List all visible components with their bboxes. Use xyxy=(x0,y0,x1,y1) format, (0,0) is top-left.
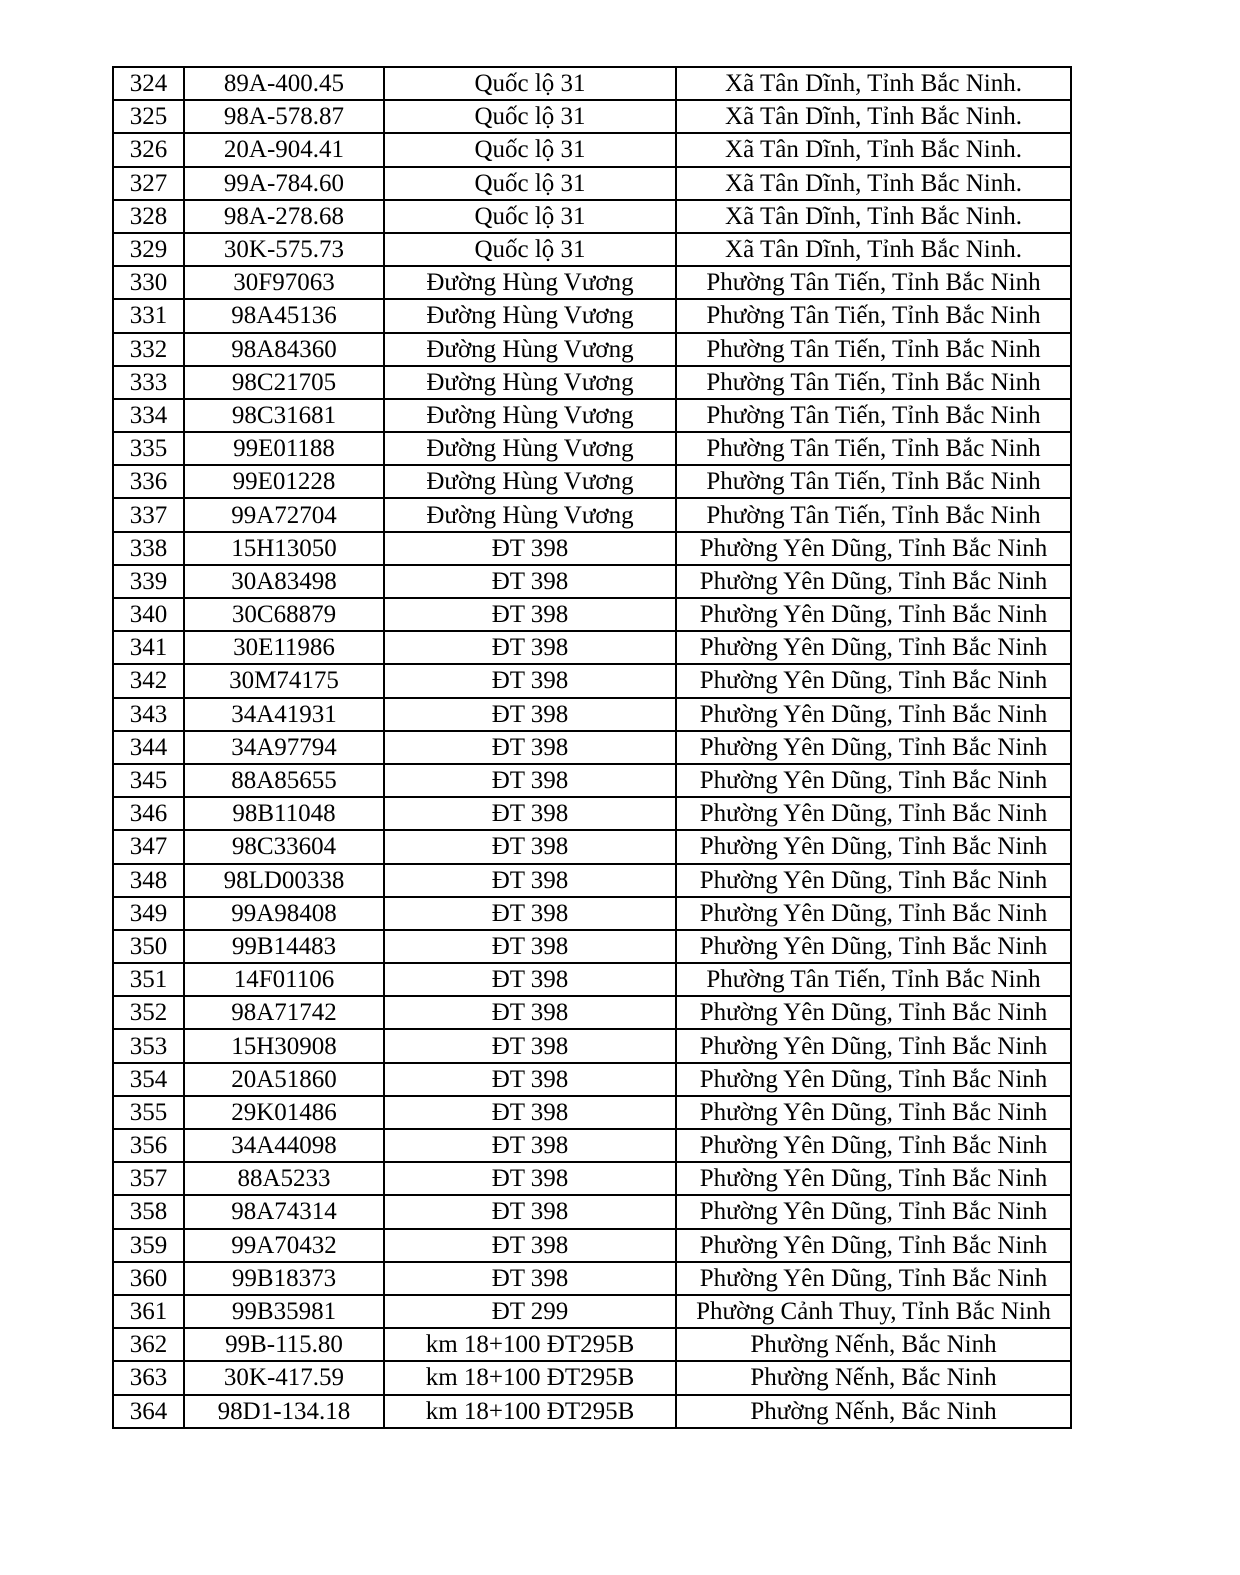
table-row xyxy=(113,200,1071,233)
road-cell: ĐT 398 xyxy=(384,1029,676,1062)
table-row xyxy=(113,565,1071,598)
row-number-cell: 347 xyxy=(113,830,184,863)
location-cell: Xã Tân Dĩnh, Tỉnh Bắc Ninh. xyxy=(676,133,1071,166)
road-cell: ĐT 398 xyxy=(384,1063,676,1096)
road-cell: Đường Hùng Vương xyxy=(384,399,676,432)
table-row xyxy=(113,1096,1071,1129)
row-number-cell: 359 xyxy=(113,1229,184,1262)
road-cell: Quốc lộ 31 xyxy=(384,167,676,200)
license-plate-cell: 15H30908 xyxy=(184,1029,384,1062)
row-number-cell: 337 xyxy=(113,498,184,531)
table-row xyxy=(113,1395,1071,1428)
location-cell: Phường Yên Dũng, Tỉnh Bắc Ninh xyxy=(676,897,1071,930)
license-plate-cell: 88A85655 xyxy=(184,764,384,797)
row-number-cell: 344 xyxy=(113,731,184,764)
road-cell: ĐT 398 xyxy=(384,963,676,996)
location-cell: Phường Nếnh, Bắc Ninh xyxy=(676,1395,1071,1428)
row-number-cell: 335 xyxy=(113,432,184,465)
road-cell: ĐT 398 xyxy=(384,996,676,1029)
road-cell: ĐT 398 xyxy=(384,1195,676,1228)
location-cell: Phường Yên Dũng, Tỉnh Bắc Ninh xyxy=(676,764,1071,797)
road-cell: Đường Hùng Vương xyxy=(384,333,676,366)
row-number-cell: 329 xyxy=(113,233,184,266)
table-row xyxy=(113,532,1071,565)
row-number-cell: 360 xyxy=(113,1262,184,1295)
row-number-cell: 326 xyxy=(113,133,184,166)
location-cell: Phường Tân Tiến, Tỉnh Bắc Ninh xyxy=(676,432,1071,465)
table-row xyxy=(113,1195,1071,1228)
location-cell: Phường Yên Dũng, Tỉnh Bắc Ninh xyxy=(676,731,1071,764)
table-row xyxy=(113,664,1071,697)
location-cell: Phường Tân Tiến, Tỉnh Bắc Ninh xyxy=(676,963,1071,996)
road-cell: Đường Hùng Vương xyxy=(384,498,676,531)
road-cell: km 18+100 ĐT295B xyxy=(384,1395,676,1428)
row-number-cell: 356 xyxy=(113,1129,184,1162)
table-row xyxy=(113,432,1071,465)
license-plate-cell: 30K-575.73 xyxy=(184,233,384,266)
license-plate-cell: 99A72704 xyxy=(184,498,384,531)
row-number-cell: 358 xyxy=(113,1195,184,1228)
table-row xyxy=(113,1129,1071,1162)
location-cell: Phường Tân Tiến, Tỉnh Bắc Ninh xyxy=(676,366,1071,399)
table-row xyxy=(113,830,1071,863)
road-cell: ĐT 398 xyxy=(384,532,676,565)
road-cell: Quốc lộ 31 xyxy=(384,200,676,233)
row-number-cell: 331 xyxy=(113,299,184,332)
location-cell: Phường Yên Dũng, Tỉnh Bắc Ninh xyxy=(676,797,1071,830)
location-cell: Phường Tân Tiến, Tỉnh Bắc Ninh xyxy=(676,465,1071,498)
row-number-cell: 327 xyxy=(113,167,184,200)
license-plate-cell: 30A83498 xyxy=(184,565,384,598)
table-body xyxy=(113,67,1071,1428)
table-row xyxy=(113,67,1071,100)
table-row xyxy=(113,498,1071,531)
license-plate-cell: 20A-904.41 xyxy=(184,133,384,166)
table-row xyxy=(113,864,1071,897)
road-cell: ĐT 398 xyxy=(384,1129,676,1162)
row-number-cell: 349 xyxy=(113,897,184,930)
table-row xyxy=(113,167,1071,200)
road-cell: ĐT 398 xyxy=(384,698,676,731)
license-plate-cell: 34A97794 xyxy=(184,731,384,764)
license-plate-cell: 30E11986 xyxy=(184,631,384,664)
table-row xyxy=(113,366,1071,399)
road-cell: Quốc lộ 31 xyxy=(384,100,676,133)
row-number-cell: 354 xyxy=(113,1063,184,1096)
license-plate-cell: 99A-784.60 xyxy=(184,167,384,200)
row-number-cell: 345 xyxy=(113,764,184,797)
location-cell: Phường Yên Dũng, Tỉnh Bắc Ninh xyxy=(676,1129,1071,1162)
road-cell: ĐT 398 xyxy=(384,598,676,631)
location-cell: Xã Tân Dĩnh, Tỉnh Bắc Ninh. xyxy=(676,167,1071,200)
location-cell: Xã Tân Dĩnh, Tỉnh Bắc Ninh. xyxy=(676,200,1071,233)
location-cell: Phường Yên Dũng, Tỉnh Bắc Ninh xyxy=(676,930,1071,963)
license-plate-cell: 98C33604 xyxy=(184,830,384,863)
table-row xyxy=(113,1162,1071,1195)
row-number-cell: 353 xyxy=(113,1029,184,1062)
table-row xyxy=(113,399,1071,432)
road-cell: Đường Hùng Vương xyxy=(384,266,676,299)
table-row xyxy=(113,1361,1071,1394)
row-number-cell: 350 xyxy=(113,930,184,963)
license-plate-cell: 30C68879 xyxy=(184,598,384,631)
row-number-cell: 348 xyxy=(113,864,184,897)
row-number-cell: 341 xyxy=(113,631,184,664)
table-row xyxy=(113,963,1071,996)
license-plate-cell: 99B-115.80 xyxy=(184,1328,384,1361)
license-plate-cell: 99E01188 xyxy=(184,432,384,465)
location-cell: Phường Tân Tiến, Tỉnh Bắc Ninh xyxy=(676,333,1071,366)
table-row xyxy=(113,100,1071,133)
road-cell: Quốc lộ 31 xyxy=(384,133,676,166)
row-number-cell: 332 xyxy=(113,333,184,366)
license-plate-cell: 34A44098 xyxy=(184,1129,384,1162)
table-row xyxy=(113,631,1071,664)
row-number-cell: 340 xyxy=(113,598,184,631)
license-plate-cell: 99A98408 xyxy=(184,897,384,930)
row-number-cell: 343 xyxy=(113,698,184,731)
road-cell: ĐT 398 xyxy=(384,565,676,598)
table-row xyxy=(113,1262,1071,1295)
location-cell: Phường Yên Dũng, Tỉnh Bắc Ninh xyxy=(676,1195,1071,1228)
road-cell: ĐT 398 xyxy=(384,897,676,930)
license-plate-cell: 98A-278.68 xyxy=(184,200,384,233)
location-cell: Phường Yên Dũng, Tỉnh Bắc Ninh xyxy=(676,1096,1071,1129)
row-number-cell: 362 xyxy=(113,1328,184,1361)
road-cell: ĐT 398 xyxy=(384,864,676,897)
location-cell: Phường Yên Dũng, Tỉnh Bắc Ninh xyxy=(676,1262,1071,1295)
row-number-cell: 334 xyxy=(113,399,184,432)
table-row xyxy=(113,598,1071,631)
row-number-cell: 330 xyxy=(113,266,184,299)
row-number-cell: 351 xyxy=(113,963,184,996)
road-cell: ĐT 398 xyxy=(384,764,676,797)
location-cell: Xã Tân Dĩnh, Tỉnh Bắc Ninh. xyxy=(676,100,1071,133)
row-number-cell: 325 xyxy=(113,100,184,133)
table-row xyxy=(113,465,1071,498)
table-row xyxy=(113,133,1071,166)
road-cell: Đường Hùng Vương xyxy=(384,299,676,332)
row-number-cell: 328 xyxy=(113,200,184,233)
license-plate-cell: 98A-578.87 xyxy=(184,100,384,133)
road-cell: ĐT 398 xyxy=(384,1162,676,1195)
license-plate-cell: 99B18373 xyxy=(184,1262,384,1295)
table-row xyxy=(113,698,1071,731)
row-number-cell: 346 xyxy=(113,797,184,830)
row-number-cell: 355 xyxy=(113,1096,184,1129)
road-cell: ĐT 398 xyxy=(384,930,676,963)
license-plate-cell: 30M74175 xyxy=(184,664,384,697)
location-cell: Phường Tân Tiến, Tỉnh Bắc Ninh xyxy=(676,399,1071,432)
road-cell: ĐT 398 xyxy=(384,1229,676,1262)
license-plate-cell: 88A5233 xyxy=(184,1162,384,1195)
location-cell: Phường Yên Dũng, Tỉnh Bắc Ninh xyxy=(676,598,1071,631)
row-number-cell: 333 xyxy=(113,366,184,399)
license-plate-cell: 98LD00338 xyxy=(184,864,384,897)
table-row xyxy=(113,1063,1071,1096)
road-cell: Đường Hùng Vương xyxy=(384,465,676,498)
table-row xyxy=(113,299,1071,332)
license-plate-cell: 99B35981 xyxy=(184,1295,384,1328)
row-number-cell: 342 xyxy=(113,664,184,697)
license-plate-cell: 89A-400.45 xyxy=(184,67,384,100)
road-cell: ĐT 398 xyxy=(384,1096,676,1129)
license-plate-cell: 20A51860 xyxy=(184,1063,384,1096)
license-plate-cell: 14F01106 xyxy=(184,963,384,996)
road-cell: ĐT 398 xyxy=(384,731,676,764)
license-plate-cell: 99B14483 xyxy=(184,930,384,963)
table-row xyxy=(113,764,1071,797)
location-cell: Xã Tân Dĩnh, Tỉnh Bắc Ninh. xyxy=(676,67,1071,100)
row-number-cell: 363 xyxy=(113,1361,184,1394)
license-plate-cell: 98D1-134.18 xyxy=(184,1395,384,1428)
table-row xyxy=(113,731,1071,764)
location-cell: Phường Tân Tiến, Tỉnh Bắc Ninh xyxy=(676,498,1071,531)
license-plate-cell: 15H13050 xyxy=(184,532,384,565)
table-row xyxy=(113,930,1071,963)
license-plate-cell: 98A84360 xyxy=(184,333,384,366)
location-cell: Phường Cảnh Thuy, Tỉnh Bắc Ninh xyxy=(676,1295,1071,1328)
row-number-cell: 357 xyxy=(113,1162,184,1195)
location-cell: Phường Nếnh, Bắc Ninh xyxy=(676,1328,1071,1361)
location-cell: Phường Yên Dũng, Tỉnh Bắc Ninh xyxy=(676,1229,1071,1262)
location-cell: Phường Yên Dũng, Tỉnh Bắc Ninh xyxy=(676,631,1071,664)
location-cell: Phường Yên Dũng, Tỉnh Bắc Ninh xyxy=(676,1029,1071,1062)
license-plate-cell: 30F97063 xyxy=(184,266,384,299)
license-plate-cell: 98C21705 xyxy=(184,366,384,399)
location-cell: Phường Yên Dũng, Tỉnh Bắc Ninh xyxy=(676,698,1071,731)
road-cell: Đường Hùng Vương xyxy=(384,366,676,399)
table-row xyxy=(113,1029,1071,1062)
row-number-cell: 338 xyxy=(113,532,184,565)
location-cell: Xã Tân Dĩnh, Tỉnh Bắc Ninh. xyxy=(676,233,1071,266)
license-plate-cell: 98B11048 xyxy=(184,797,384,830)
row-number-cell: 324 xyxy=(113,67,184,100)
row-number-cell: 364 xyxy=(113,1395,184,1428)
row-number-cell: 352 xyxy=(113,996,184,1029)
location-cell: Phường Yên Dũng, Tỉnh Bắc Ninh xyxy=(676,1162,1071,1195)
license-plate-cell: 30K-417.59 xyxy=(184,1361,384,1394)
table-row xyxy=(113,797,1071,830)
location-cell: Phường Tân Tiến, Tỉnh Bắc Ninh xyxy=(676,299,1071,332)
road-cell: Đường Hùng Vương xyxy=(384,432,676,465)
table-row xyxy=(113,1295,1071,1328)
table-row xyxy=(113,1229,1071,1262)
road-cell: ĐT 398 xyxy=(384,797,676,830)
table-row xyxy=(113,1328,1071,1361)
location-cell: Phường Tân Tiến, Tỉnh Bắc Ninh xyxy=(676,266,1071,299)
license-plate-cell: 98A45136 xyxy=(184,299,384,332)
road-cell: ĐT 398 xyxy=(384,664,676,697)
license-plate-cell: 99A70432 xyxy=(184,1229,384,1262)
location-cell: Phường Yên Dũng, Tỉnh Bắc Ninh xyxy=(676,864,1071,897)
table-row xyxy=(113,897,1071,930)
road-cell: Quốc lộ 31 xyxy=(384,233,676,266)
violations-table xyxy=(112,66,1072,1429)
license-plate-cell: 98C31681 xyxy=(184,399,384,432)
location-cell: Phường Yên Dũng, Tỉnh Bắc Ninh xyxy=(676,1063,1071,1096)
road-cell: Quốc lộ 31 xyxy=(384,67,676,100)
road-cell: ĐT 299 xyxy=(384,1295,676,1328)
road-cell: km 18+100 ĐT295B xyxy=(384,1361,676,1394)
license-plate-cell: 29K01486 xyxy=(184,1096,384,1129)
table-row xyxy=(113,333,1071,366)
license-plate-cell: 99E01228 xyxy=(184,465,384,498)
road-cell: km 18+100 ĐT295B xyxy=(384,1328,676,1361)
table-row xyxy=(113,996,1071,1029)
table-row xyxy=(113,266,1071,299)
location-cell: Phường Nếnh, Bắc Ninh xyxy=(676,1361,1071,1394)
location-cell: Phường Yên Dũng, Tỉnh Bắc Ninh xyxy=(676,664,1071,697)
location-cell: Phường Yên Dũng, Tỉnh Bắc Ninh xyxy=(676,830,1071,863)
road-cell: ĐT 398 xyxy=(384,631,676,664)
row-number-cell: 361 xyxy=(113,1295,184,1328)
license-plate-cell: 98A71742 xyxy=(184,996,384,1029)
row-number-cell: 339 xyxy=(113,565,184,598)
location-cell: Phường Yên Dũng, Tỉnh Bắc Ninh xyxy=(676,565,1071,598)
road-cell: ĐT 398 xyxy=(384,1262,676,1295)
table-row xyxy=(113,233,1071,266)
row-number-cell: 336 xyxy=(113,465,184,498)
license-plate-cell: 98A74314 xyxy=(184,1195,384,1228)
location-cell: Phường Yên Dũng, Tỉnh Bắc Ninh xyxy=(676,996,1071,1029)
license-plate-cell: 34A41931 xyxy=(184,698,384,731)
location-cell: Phường Yên Dũng, Tỉnh Bắc Ninh xyxy=(676,532,1071,565)
road-cell: ĐT 398 xyxy=(384,830,676,863)
